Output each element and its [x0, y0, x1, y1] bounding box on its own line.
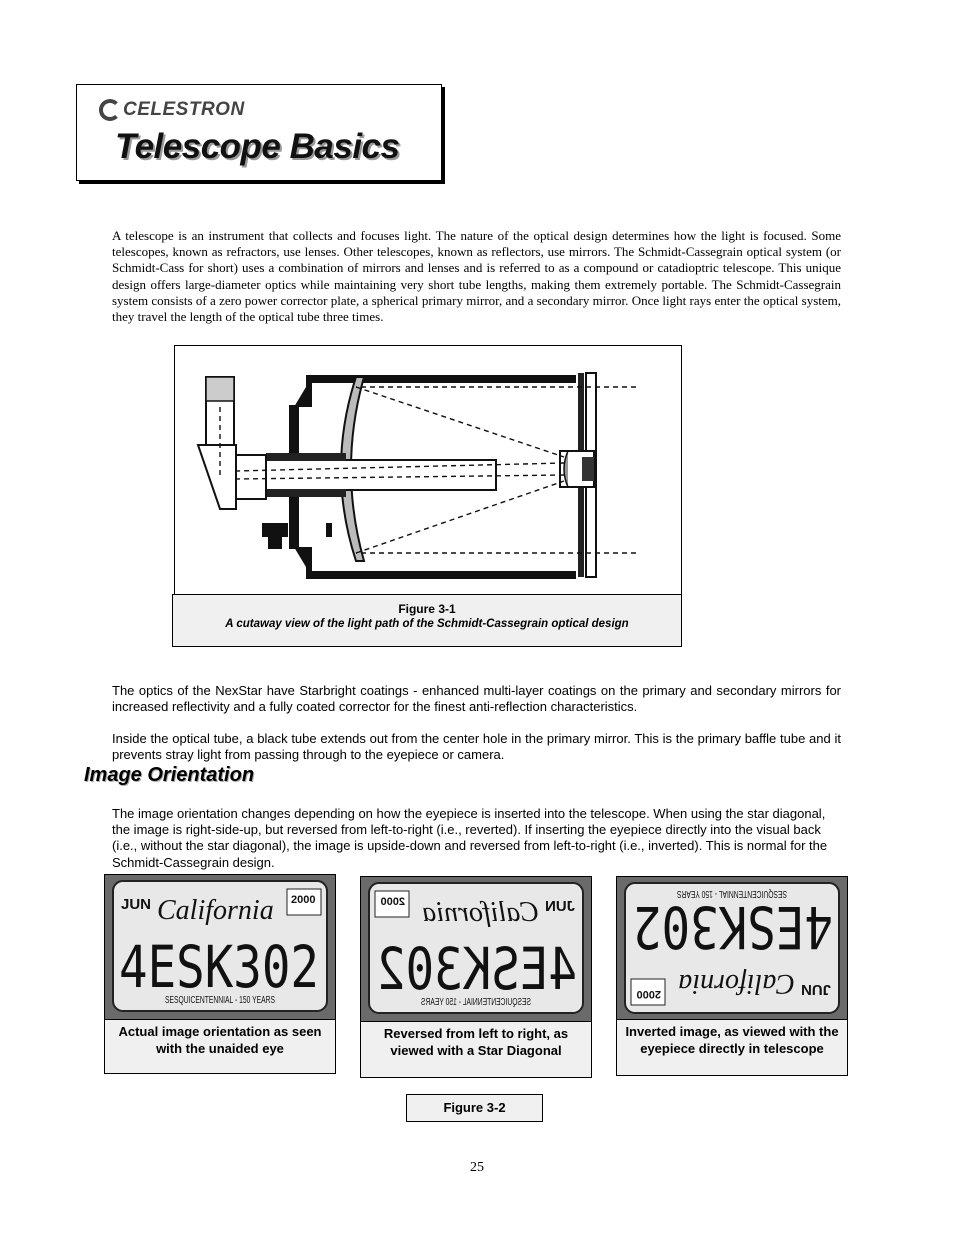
plate-month: JUN	[544, 898, 575, 915]
image-orientation-paragraph: The image orientation changes depending on how the eyepiece is inserted into the telescope. When using the star diagonal, the image is right-side-up, but reversed from left-to-right (i.e., reverted). If inserting the eyepiece directly into the visual back (i.e., without the star diagonal), the image is upside-down and reversed from left-to-right (i.e., inverted). This is normal for the Schmidt-Cassegrain design.	[112, 806, 828, 870]
plate-tagline: SESQUICENTENNIAL - 150 YEARS	[420, 997, 531, 1008]
figure-3-2-label: Figure 3-2	[406, 1094, 543, 1122]
page-title: Telescope Basics	[115, 127, 400, 166]
celestron-swirl-icon	[99, 99, 121, 121]
figure-3-2-caption-actual: Actual image orientation as seen with the unaided eye	[105, 1019, 335, 1073]
page-number: 25	[470, 1160, 484, 1175]
coatings-paragraph: The optics of the NexStar have Starbright coatings - enhanced multi-layer coatings on the primary and secondary mirrors for increased reflectivity and a fully coated corrector for the finest anti-reflection characteristics.	[112, 683, 841, 715]
figure-3-2-caption-reversed: Reversed from left to right, as viewed with a Star Diagonal	[361, 1021, 591, 1077]
figure-3-1-caption-box	[172, 594, 682, 647]
brand-name: CELESTRON	[123, 99, 245, 120]
intro-paragraph: A telescope is an instrument that collects and focuses light. The nature of the optical design determines how the light is focused. Some telescopes, known as refractors, use lenses. Other telescopes, known as reflectors, use mirrors. The Schmidt-Cassegrain optical system (or Schmidt-Cass for short) uses a combination of mirrors and lenses and is referred to as a compound or catadioptric telescope. This unique design offers large-diameter optics while maintaining very short tube lengths, making them extremely portable. The Schmidt-Cassegrain system consists of a zero power corrector plate, a spherical primary mirror, and a secondary mirror. Once light rays enter the optical system, they travel the length of the optical tube three times.	[112, 228, 841, 325]
section-heading-image-orientation: Image Orientation	[84, 764, 255, 786]
license-plate-photo-inverted	[617, 877, 847, 1019]
plate-number: 4ESK302	[633, 893, 833, 961]
plate-state: California	[422, 897, 539, 928]
license-plate-photo-reversed	[361, 877, 591, 1021]
plate-month: JUN	[121, 896, 152, 913]
plate-number: 4ESK302	[377, 935, 577, 1003]
plate-number: 4ESK302	[119, 933, 319, 1001]
baffle-paragraph: Inside the optical tube, a black tube extends out from the center hole in the primary mirror. This is the primary baffle tube and it prevents stray light from passing through to the eyepiece or camera.	[112, 731, 841, 763]
celestron-logo	[99, 99, 245, 121]
figure-3-2-panel-actual	[104, 874, 336, 1074]
plate-year: 2000	[380, 896, 405, 908]
plate-tagline: SESQUICENTENNIAL - 150 YEARS	[676, 888, 787, 899]
figure-3-1-label: Figure 3-1	[398, 602, 456, 616]
schmidt-cassegrain-cutaway-diagram	[176, 347, 682, 595]
license-plate-photo-normal	[105, 875, 335, 1019]
plate-year: 2000	[636, 988, 661, 1000]
figure-3-2-panel-inverted	[616, 876, 848, 1076]
title-box	[76, 84, 442, 181]
plate-state: California	[678, 968, 795, 999]
plate-year: 2000	[291, 894, 316, 906]
figure-3-2-caption-inverted: Inverted image, as viewed with the eyepiece directly in telescope	[617, 1019, 847, 1075]
plate-tagline: SESQUICENTENNIAL - 150 YEARS	[165, 995, 276, 1006]
figure-3-1-caption: A cutaway view of the light path of the Schmidt-Cassegrain optical design	[225, 618, 629, 630]
figure-3-2-panel-reversed	[360, 876, 592, 1078]
plate-state: California	[157, 895, 274, 926]
plate-month: JUN	[800, 981, 831, 998]
